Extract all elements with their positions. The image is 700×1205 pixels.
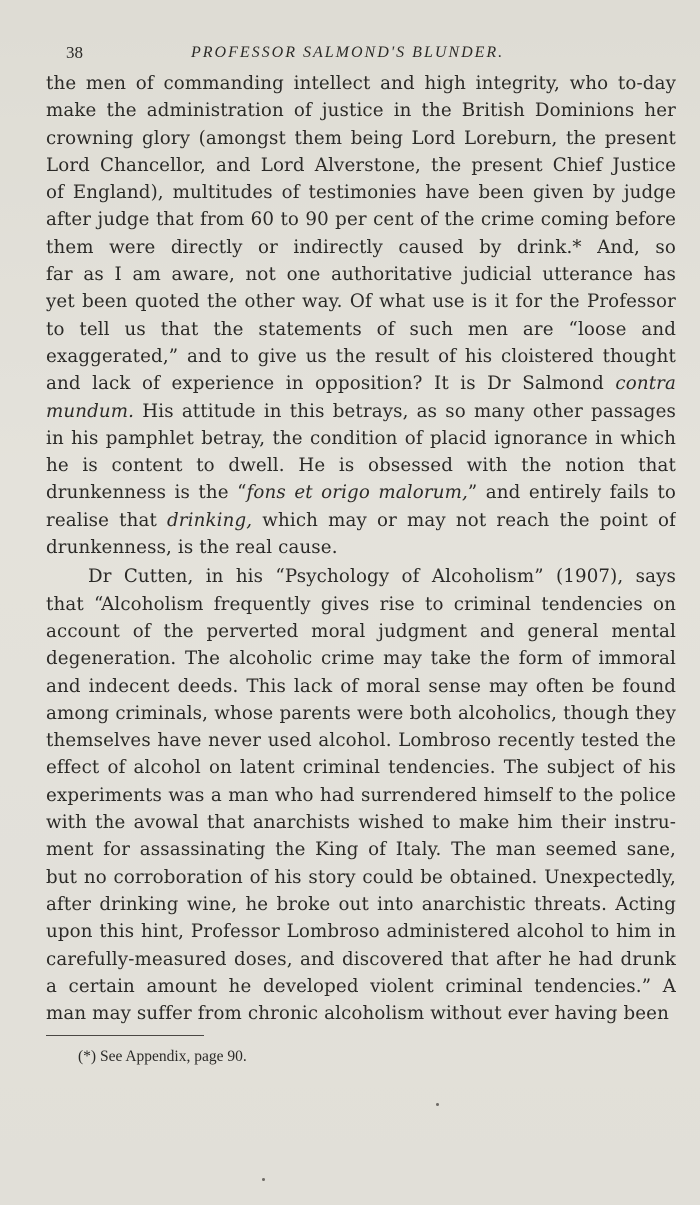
text-line: crowning glory (amongst them being Lord Loreburn, the present bbox=[46, 127, 676, 149]
text-line: experiments was a man who had surrendered himself to the police bbox=[46, 784, 676, 806]
text-line: that “Alcoholism frequently gives rise to criminal tendencies on bbox=[46, 593, 676, 615]
footnote: (*) See Appendix, page 90. bbox=[78, 1048, 247, 1066]
text-line: far as I am aware, not one authoritative judicial utterance has bbox=[46, 264, 676, 286]
text-line: drunkenness is the “fons et origo malorum,” and entirely fails to bbox=[46, 482, 676, 504]
page-number: 38 bbox=[66, 43, 83, 62]
text-line: and lack of experience in opposition? It is Dr Salmond contra bbox=[46, 373, 676, 395]
text-line: ment for assassinating the King of Italy. The man seemed sane, bbox=[46, 839, 676, 861]
paragraph bbox=[46, 563, 676, 1027]
text-line: mundum. His attitude in this betrays, as so many other passages bbox=[46, 400, 676, 422]
text-line: of England), multitudes of testimonies have been given by judge bbox=[46, 182, 676, 204]
text-line: make the administration of justice in the British Dominions her bbox=[46, 100, 676, 122]
running-head bbox=[46, 36, 676, 70]
text-line: and indecent deeds. This lack of moral sense may often be found bbox=[46, 675, 676, 697]
footnote-rule bbox=[46, 1035, 204, 1036]
paragraph bbox=[46, 70, 676, 561]
text-line: yet been quoted the other way. Of what use is it for the Professor bbox=[46, 291, 676, 313]
text-line: in his pamphlet betray, the condition of placid ignorance in which bbox=[46, 427, 676, 449]
text-line: the men of commanding intellect and high integrity, who to-day bbox=[46, 73, 676, 94]
text-line: Dr Cutten, in his “Psychology of Alcoholism” (1907), says bbox=[88, 566, 676, 588]
text-line: with the avowal that anarchists wished to make him their instru- bbox=[46, 812, 676, 834]
body-text bbox=[46, 70, 676, 1027]
ink-speck bbox=[436, 1103, 439, 1106]
text-line: after drinking wine, he broke out into anarchistic threats. Acting bbox=[46, 893, 676, 915]
text-line: man may suffer from chronic alcoholism without ever having been bbox=[46, 1003, 669, 1025]
text-line: carefully-measured doses, and discovered that after he had drunk bbox=[46, 948, 676, 970]
text-line: upon this hint, Professor Lombroso administered alcohol to him in bbox=[46, 921, 676, 943]
text-line: degeneration. The alcoholic crime may take the form of immoral bbox=[46, 648, 676, 670]
text-line: among criminals, whose parents were both alcoholics, though they bbox=[46, 702, 676, 724]
text-line: a certain amount he developed violent criminal tendencies.” A bbox=[46, 975, 676, 997]
running-title: PROFESSOR SALMOND'S BLUNDER. bbox=[191, 44, 505, 61]
text-line: account of the perverted moral judgment and general mental bbox=[46, 620, 676, 642]
text-line: them were directly or indirectly caused by drink.* And, so bbox=[46, 236, 676, 258]
text-line: but no corroboration of his story could be obtained. Unexpectedly, bbox=[46, 866, 676, 888]
text-line: Lord Chancellor, and Lord Alverstone, the present Chief Justice bbox=[46, 154, 676, 176]
text-line: effect of alcohol on latent criminal tendencies. The subject of his bbox=[46, 757, 676, 779]
text-line: realise that drinking, which may or may not reach the point of bbox=[46, 509, 676, 531]
text-line: after judge that from 60 to 90 per cent of the crime coming before bbox=[46, 209, 676, 231]
text-line: to tell us that the statements of such men are “loose and bbox=[46, 318, 676, 340]
ink-speck bbox=[262, 1178, 265, 1181]
paragraph-container bbox=[46, 70, 676, 1027]
text-line: exaggerated,” and to give us the result of his cloistered thought bbox=[46, 345, 676, 367]
text-line: drunkenness, is the real cause. bbox=[46, 537, 338, 559]
text-line: themselves have never used alcohol. Lombroso recently tested the bbox=[46, 730, 676, 752]
text-line: he is content to dwell. He is obsessed with the notion that bbox=[46, 455, 676, 477]
